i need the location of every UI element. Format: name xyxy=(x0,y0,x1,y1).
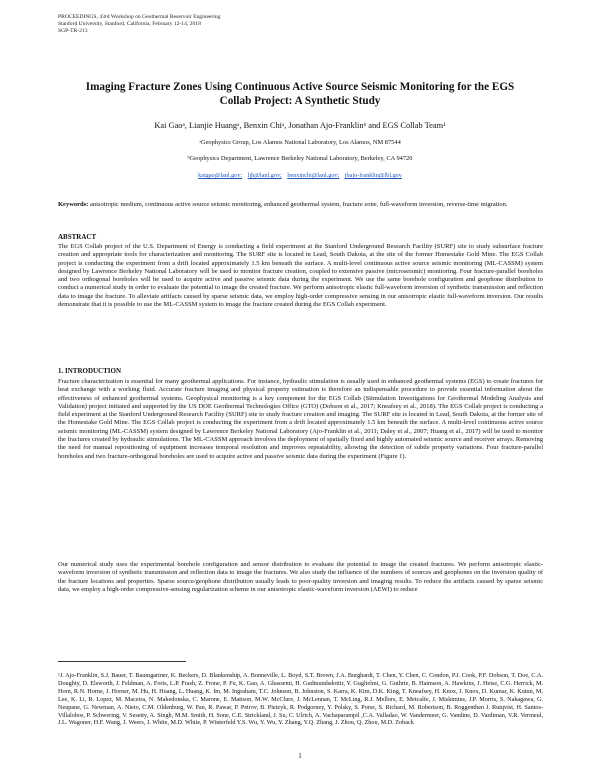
keywords-label: Keywords: xyxy=(58,201,89,208)
introduction-paragraph-1: Fracture characterization is essential for many geothermal applications. For instance, hydraulic stimulation is usually used in enhanced geothermal systems (EGS) to create fractures for heat exchange with a working fluid. Accurate fracture imaging and physical property estimation is therefore an indispensable procedure to provide essential information about the effectiveness of enhanced geothermal systems. Geophysical monitoring is a key component for the EGS Collab (Stimulation Investigations for Geothermal Modeling Analysis and Validation) project initiated and supported by the US DOE Geothermal Technologies Office (GTO) (Dobson et al., 2017; Kneafsey et al., 2018). The EGS Collab project is conducting a field experiment at the Stanford Underground Research Facility (SURF) site to study fracture creation and imaging. The SURF site is located in Lead, South Dakota, at the former site of the Homestake Gold Mine. The EGS Collab project is conducting the experiment from a drift located approximately 1.5 km beneath the surface. A multi-level continuous active source seismic monitoring (ML-CASSM) system designed by Lawrence Berkeley National Laboratory (Ajo-Franklin et al., 2011; Daley et al., 2007; Huang et al., 2017) will be used to monitor the fractures created by hydraulic stimulations. The ML-CASSM approach involves the deployment of spatially fixed and highly automated seismic source and receiver arrays. Removing the need for manual repositioning of equipment increases temporal resolution and improves repeatability, allowing the detection of subtle property variations. Four fracture-parallel boreholes and two fracture-orthogonal boreholes are used to acquire active and passive seismic data during the experiment (Figure 1). xyxy=(58,378,543,460)
author-emails xyxy=(0,172,600,179)
email-link[interactable]: benxinchi@lanl.gov; xyxy=(287,172,340,179)
introduction-heading: 1. INTRODUCTION xyxy=(58,367,122,375)
footnote-separator xyxy=(58,661,186,662)
introduction-paragraph-2: Our numerical study uses the experimental borehole configuration and sensor distribution to evaluate the potential to image the created fractures. We perform anisotropic elastic-waveform inversion of synthetic transmission and reflection data to image the fractures. We also study the influence of the numbers of sources and geophones on the inversion quality of the fracture locations and properties. Sparse source/geophone distribution usually leads to poor-quality inversion and imaging results. To reduce the artifacts caused by sparse seismic data, we employ a high-order compressive-sensing regularization scheme in our anisotropic elastic-waveform inversion (AEWI) to reduce xyxy=(58,561,543,593)
footnote-collab-team: ¹J. Ajo-Franklin, S.J. Bauer, T. Baumgartner, K. Beckers, D. Blankenship, A. Bonneville, L. Boyd, S.T. Brown, J.A. Burghardt, T. Chen, Y. Chen, C. Condon, P.J. Cook, P.F. Dobson, T. Doe, C.A. Doughty, D. Elsworth, J. Feldman, A. Foris, L.P. Frash, Z. Frone, P. Fu, K. Gao, A. Ghassemi, H. Gudmundsdottir, Y. Guglielmi, G. Guthrie, B. Haimson, A. Hawkins, J. Heise, C.G. Herrick, M. Horn, R.N. Horne, J. Horner, M. Hu, H. Huang, L. Huang, K. Im, M. Ingraham, T.C. Johnson, B. Johnston, S. Karra, K. Kim, D.K. King, T. Kneafsey, H. Knox, J. Knox, D. Kumar, K. Kutun, M. Lee, K. Li, R. Lopez, M. Maceira, N. Makedonska, C. Marone, E. Mattson, M.W. McClure, J. McLennan, T. McLing, R.J. Mellors, E. Metcalfe, J. Miskimins, J.P. Morris, S. Nakagawa, G. Neupane, G. Newman, A. Nieto, C.M. Oldenburg, W. Pan, R. Pawar, P. Petrov, B. Pietzyk, R. Podgorney, Y. Polsky, S. Porse, S. Richard, M. Robertson, B. Roggenthen J. Rutqvist, H. Santos-Villalobos, P. Schwering, V. Sesetty, A. Singh, M.M. Smith, H. Sone, C.E. Strickland, J. Su, C. Ulrich, A. Vachaparampil ,C.A. Valladao, W. Vandermeer, G. Vandine, D. Vardiman, V.R. Vermeul, J.L. Wagoner, H.F. Wang, J. Weers, J. White, M.D. White, P. Winterfeld Y.S. Wu, Y. Wu, Y. Zhang, Y.Q. Zhang, J. Zhou, Q. Zhou, M.D. Zoback xyxy=(58,672,543,727)
affiliation-lbnl: ᵇGeophysics Department, Lawrence Berkeley National Laboratory, Berkeley, CA 94720 xyxy=(187,155,413,162)
email-link[interactable]: jbajo-franklin@lbl.gov xyxy=(344,172,402,179)
abstract-heading: ABSTRACT xyxy=(58,233,97,241)
header-line-1: PROCEEDINGS, 43rd Workshop on Geothermal Reservoir Engineering xyxy=(58,14,221,20)
proceedings-header xyxy=(58,14,220,36)
affiliation-lanl: ᵃGeophysics Group, Los Alamos National Laboratory, Los Alamos, NM 87544 xyxy=(199,139,401,146)
header-line-2: Stanford University, Stanford, California, February 12-14, 2018 xyxy=(58,21,201,28)
keywords xyxy=(58,201,543,209)
header-line-3: SGP-TR-213 xyxy=(58,28,88,35)
page-number: 1 xyxy=(298,752,302,760)
author-list: Kai Gaoᵃ, Lianjie Huangᵃ, Benxin Chiᵃ, Jonathan Ajo-Franklinᵇ and EGS Collab Team¹ xyxy=(154,121,446,130)
email-link[interactable]: kaigao@lanl.gov; xyxy=(198,172,243,179)
abstract-text: The EGS Collab project of the U.S. Department of Energy is conducting a field experiment at the Stanford Underground Research Facility (SURF) site to study subsurface fracture creation and appropriate tools for characterization and monitoring. The SURF site is located in Lead, South Dakota, at the site of the former Homestake Gold Mine. The EGS Collab project is conducting the experiment from a drift located approximately 1.5 km beneath the surface. A multi-level continuous active source seismic monitoring (ML-CASSM) system designed by Lawrence Berkeley National Laboratory will be used to monitor fracture creation, coupled to extensive passive (microseismic) monitoring. Four fracture-parallel boreholes and two orthogonal boreholes will be used to acquire active and passive seismic data during the experiment. We use the same borehole configuration and geophone distribution to conduct a numerical study in order to evaluate the potential to image the created fracture. We perform anisotropic elastic full-waveform inversion of synthetic transmission and reflection data to image the fracture. To alleviate artifacts caused by sparse seismic data, we employ high-order compressive sensing in our anisotropic elastic full-waveform inversion. Our results demonstrate that it is possible to use the ML-CASSM system to image the fracture created during the EGS Collab experiment. xyxy=(58,243,543,309)
paper-title: Imaging Fracture Zones Using Continuous Active Source Seismic Monitoring for the EGS Collab Project: A Synthetic Study xyxy=(85,81,515,107)
email-link[interactable]: ljh@lanl.gov; xyxy=(247,172,282,179)
keywords-text: anisotropic medium, continuous active source seismic monitoring, enhanced geothermal system, fracture zone, full-waveform inversion, reverse-time migration. xyxy=(88,201,508,208)
